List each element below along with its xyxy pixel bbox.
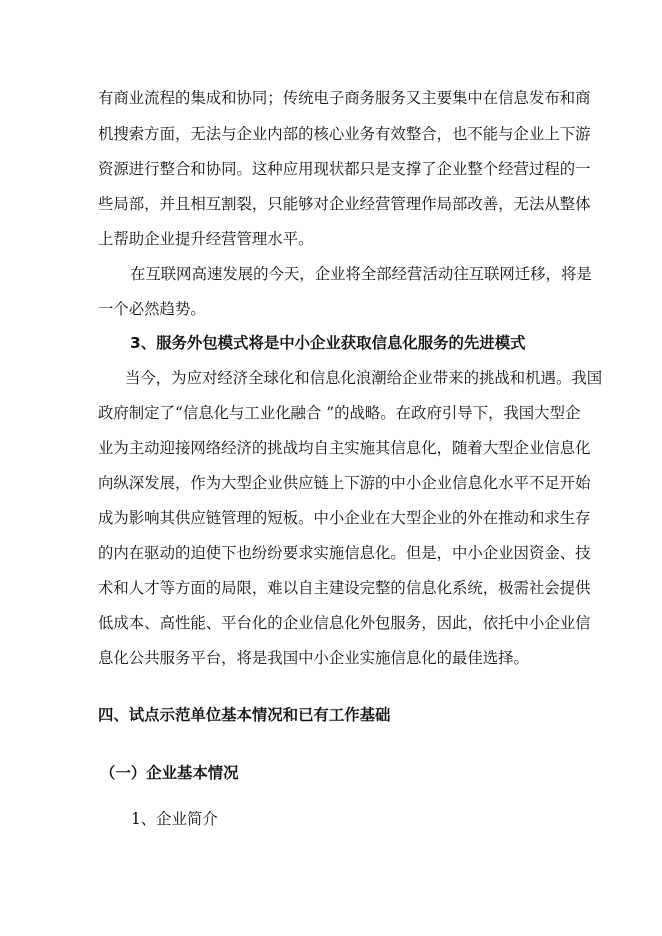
paragraph-line: 成为影响其供应链管理的短板。中小企业在大型企业的外在推动和求生存 [98, 509, 591, 527]
item-title: 1、企业简介 [131, 810, 218, 828]
paragraph-line: 一个必然趋势。 [98, 300, 206, 318]
paragraph-line: 向纵深发展，作为大型企业供应链上下游的中小企业信息化水平不足开始 [98, 474, 591, 492]
paragraph-line: 上帮助企业提升经营管理水平。 [98, 230, 314, 248]
paragraph-line: 资源进行整合和协同。这种应用现状都只是支撑了企业整个经营过程的一 [98, 160, 591, 178]
paragraph-line: 术和人才等方面的局限，难以自主建设完整的信息化系统，极需社会提供 [98, 579, 591, 597]
paragraph-line: 些局部，并且相互割裂，只能够对企业经营管理作局部改善，无法从整体 [98, 195, 591, 213]
paragraph-line: 当今，为应对经济全球化和信息化浪潮给企业带来的挑战和机遇。我国 [125, 369, 603, 387]
paragraph-line: 机搜索方面，无法与企业内部的核心业务有效整合，也不能与企业上下游 [98, 125, 591, 143]
subsection-title: （一）企业基本情况 [100, 764, 239, 782]
paragraph-line: 在互联网高速发展的今天，企业将全部经营活动往互联网迁移，将是 [130, 265, 592, 283]
paragraph-line: 低成本、高性能、平台化的企业信息化外包服务，因此，依托中小企业信 [98, 614, 591, 632]
paragraph-line: 有商业流程的集成和协同；传统电子商务服务又主要集中在信息发布和商 [98, 89, 591, 107]
section-title: 四、试点示范单位基本情况和已有工作基础 [98, 706, 391, 724]
paragraph-line: 的内在驱动的迫使下也纷纷要求实施信息化。但是，中小企业因资金、技 [98, 544, 591, 562]
paragraph-line: 息化公共服务平台，将是我国中小企业实施信息化的最佳选择。 [98, 649, 529, 667]
paragraph-line: 政府制定了“信息化与工业化融合 ”的战略。在政府引导下，我国大型企 [98, 404, 581, 422]
paragraph-line: 业为主动迎接网络经济的挑战均自主实施其信息化，随着大型企业信息化 [98, 439, 591, 457]
subheading-3: 3、服务外包模式将是中小企业获取信息化服务的先进模式 [130, 334, 526, 352]
